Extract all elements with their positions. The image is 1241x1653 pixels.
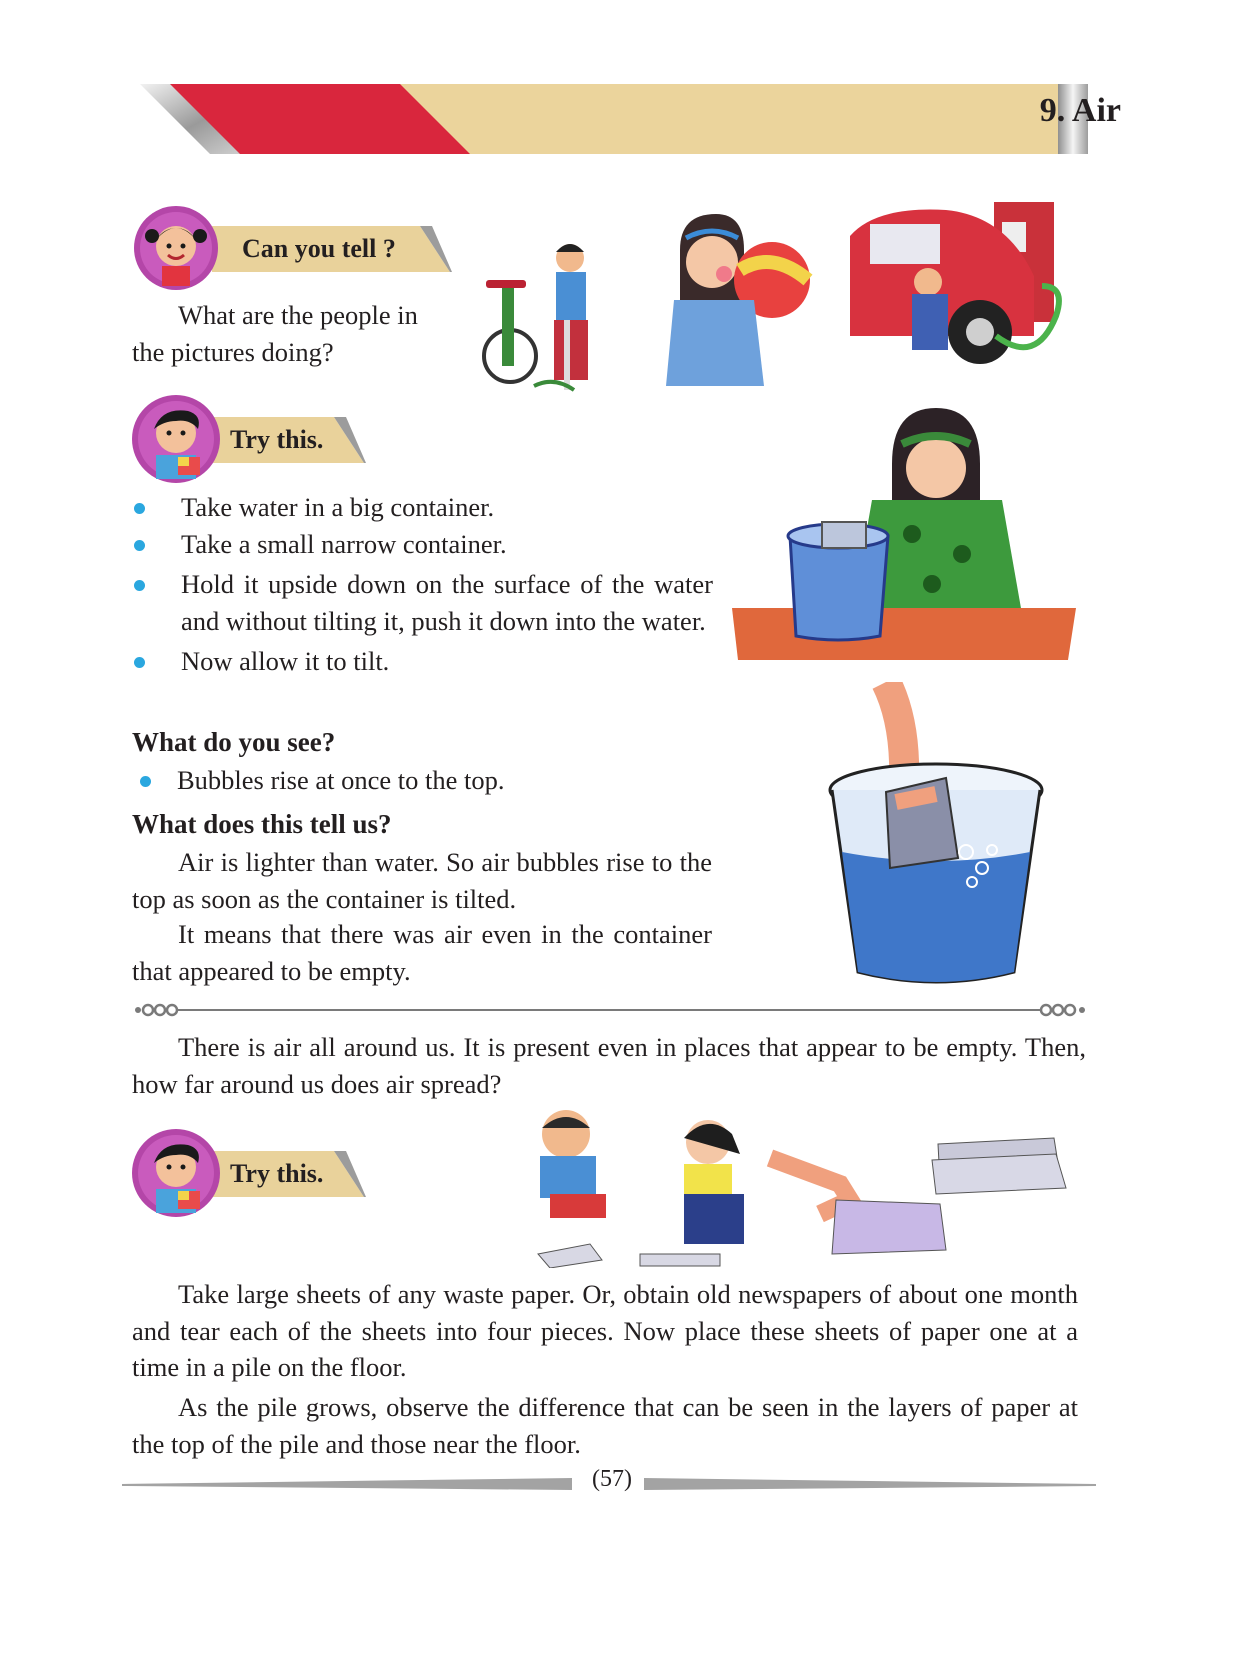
what-do-you-see-heading: What do you see? <box>132 727 336 757</box>
can-you-tell-badge <box>132 206 452 290</box>
what-does-this-tell-us-heading: What does this tell us? <box>132 809 392 839</box>
bicycle-pump-illustration <box>474 226 622 406</box>
can-you-tell-label: Can you tell ? <box>242 234 396 263</box>
page-number: (57) <box>592 1466 632 1492</box>
what-do-you-see-list <box>177 762 717 799</box>
car-tyre-air-illustration <box>846 196 1078 378</box>
try-this-2-paragraph-1: Take large sheets of any waste paper. Or, obtain old newspapers of about one month and tear each of the sheets into four pieces. Now place these sheets of paper one at a time in a pile on the floor. <box>132 1279 1078 1382</box>
intro-paragraph: There is air all around us. It is present even in places that appear to be empty. Then, how far around us does air spread? <box>132 1032 1086 1099</box>
step-item: Hold it upside down on the surface of the water and without tilting it, push it down into the water. <box>181 566 713 639</box>
section-divider <box>132 1002 1088 1018</box>
step-item: Now allow it to tilt. <box>181 643 713 680</box>
bullet-icon <box>134 580 145 591</box>
chapter-banner <box>140 84 1118 154</box>
bucket-bubbles-illustration <box>826 682 1046 986</box>
girl-blowing-balloon-illustration <box>660 210 816 390</box>
girl-pushing-container-illustration <box>732 404 1076 664</box>
step-item: Take water in a big container. <box>181 489 713 526</box>
observation-item: Bubbles rise at once to the top. <box>177 762 717 799</box>
tell-paragraph-2: It means that there was air even in the container that appeared to be empty. <box>132 919 712 986</box>
chapter-title: 9. Air <box>1039 92 1121 129</box>
try-this-badge-1 <box>132 393 366 485</box>
bullet-icon <box>134 540 145 551</box>
try-this-label-2: Try this. <box>230 1159 324 1188</box>
children-paper-pile-illustration <box>520 1104 1080 1268</box>
try-this-badge-2 <box>132 1127 366 1219</box>
can-you-tell-question: What are the people in the pictures doing? <box>132 300 418 367</box>
bullet-icon <box>140 776 151 787</box>
tell-paragraph-1: Air is lighter than water. So air bubbles rise to the top as soon as the container is tilted. <box>132 847 712 914</box>
try-this-label-1: Try this. <box>230 425 324 454</box>
try-this-2-paragraph-2: As the pile grows, observe the difference that can be seen in the layers of paper at the top of the pile and those near the floor. <box>132 1392 1078 1459</box>
step-item: Take a small narrow container. <box>181 526 713 563</box>
try-this-steps <box>181 489 713 680</box>
bullet-icon <box>134 657 145 668</box>
bullet-icon <box>134 503 145 514</box>
